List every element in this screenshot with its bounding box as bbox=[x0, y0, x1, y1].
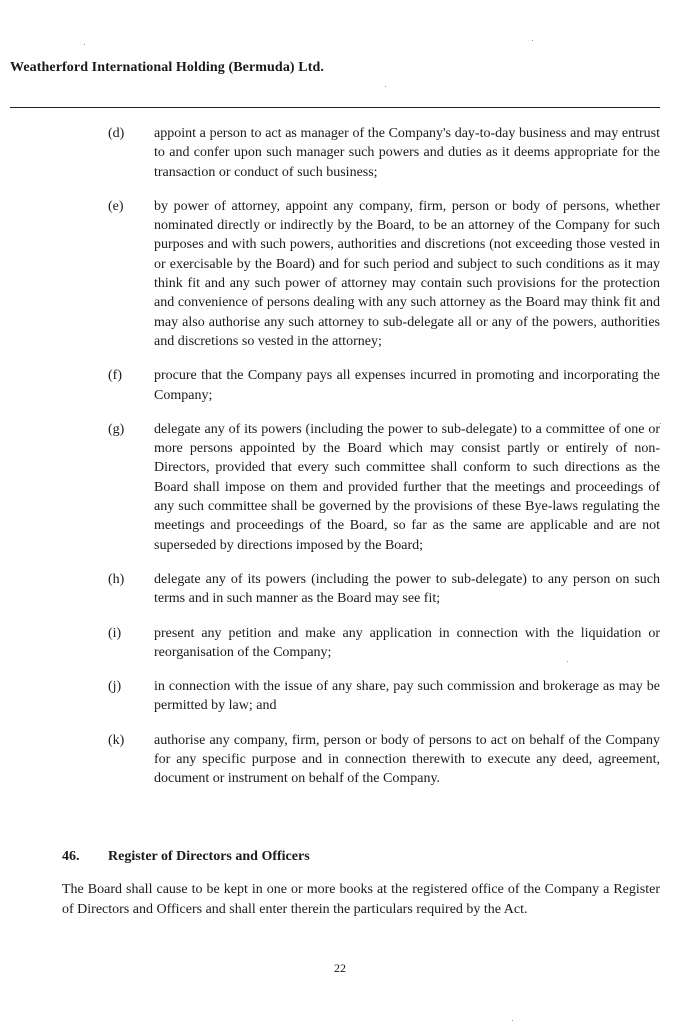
section-body-paragraph: The Board shall cause to be kept in one or more books at the registered office of the Company a Register of Directors and Officers and shall enter therein the particulars required by the Act. bbox=[62, 882, 660, 917]
scan-speck bbox=[512, 1020, 513, 1021]
section-heading bbox=[62, 849, 310, 865]
clause-text: in connection with the issue of any share, pay such commission and brokerage as may be permitted by law; and bbox=[154, 679, 660, 714]
document-header-title: Weatherford International Holding (Bermuda) Ltd. bbox=[10, 60, 324, 75]
clause-label: (f) bbox=[108, 368, 122, 384]
clause-text: authorise any company, firm, person or body of persons to act on behalf of the Company for any specific purpose and in connection therewith to execute any deed, agreement, document or instrument on behalf of the Company. bbox=[154, 732, 660, 787]
scan-speck bbox=[385, 86, 386, 87]
clause-text: procure that the Company pays all expenses incurred in promoting and incorporating the Company; bbox=[154, 368, 660, 403]
clause-item-e bbox=[108, 197, 660, 351]
clause-label: (j) bbox=[108, 679, 122, 695]
clause-text: by power of attorney, appoint any company, firm, person or body of persons, whether nominated directly or indirectly by the Board, to be an attorney of the Company for such purposes and with such powers, authorities and discretions (not exceeding those vested in or exercisable by the Board) and for such period and subject to such conditions as it may think fit and any such power of attorney may contain such provisions for the protection and convenience of persons dealing with any such attorney as the Board may think fit and may also authorise any such attorney to sub-delegate all or any of the powers, authorities and discretions so vested in the attorney; bbox=[154, 198, 660, 349]
section-title: Register of Directors and Officers bbox=[108, 849, 310, 864]
clause-label: (h) bbox=[108, 571, 125, 587]
clause-label: (g) bbox=[108, 421, 125, 437]
scan-speck bbox=[567, 661, 568, 662]
clause-label: (d) bbox=[108, 126, 125, 141]
clause-label: (k) bbox=[108, 732, 125, 748]
clause-item-k bbox=[108, 731, 660, 789]
clause-item-g bbox=[108, 420, 660, 555]
clause-text: present any petition and make any application in connection with the liquidation or reorganisation of the Company; bbox=[154, 625, 660, 660]
page-number: 22 bbox=[334, 961, 346, 975]
clause-text: delegate any of its powers (including the power to sub-delegate) to a committee of one or more persons appointed by the Board which may consist partly or entirely of non-Directors, provided that every such committee shall conform to such directions as the Board shall impose on them and provided further that the meetings and proceedings of any such committee shall be governed by the provisions of these Bye-laws regulating the meetings and proceedings of the Board, so far as the same are applicable and are not superseded by directions imposed by the Board; bbox=[154, 421, 660, 553]
clause-item-f bbox=[108, 366, 660, 405]
clause-text: appoint a person to act as manager of the Company's day-to-day business and may entrust to and confer upon such manager such powers and duties as it deems appropriate for the transaction or conduct of such business; bbox=[154, 126, 660, 180]
clause-text: delegate any of its powers (including the power to sub-delegate) to any person on such terms and in such manner as the Board may see fit; bbox=[154, 571, 660, 607]
clause-item-j bbox=[108, 677, 660, 716]
clause-list bbox=[108, 124, 660, 804]
scan-speck bbox=[532, 40, 533, 41]
clause-label: (e) bbox=[108, 198, 124, 214]
clause-item-d bbox=[108, 124, 660, 182]
scan-speck bbox=[660, 423, 661, 424]
section-number: 46. bbox=[62, 849, 80, 864]
clause-label: (i) bbox=[108, 625, 122, 641]
scan-speck bbox=[84, 44, 85, 45]
clause-item-h bbox=[108, 570, 660, 609]
clause-item-i bbox=[108, 624, 660, 663]
header-divider bbox=[10, 107, 660, 108]
